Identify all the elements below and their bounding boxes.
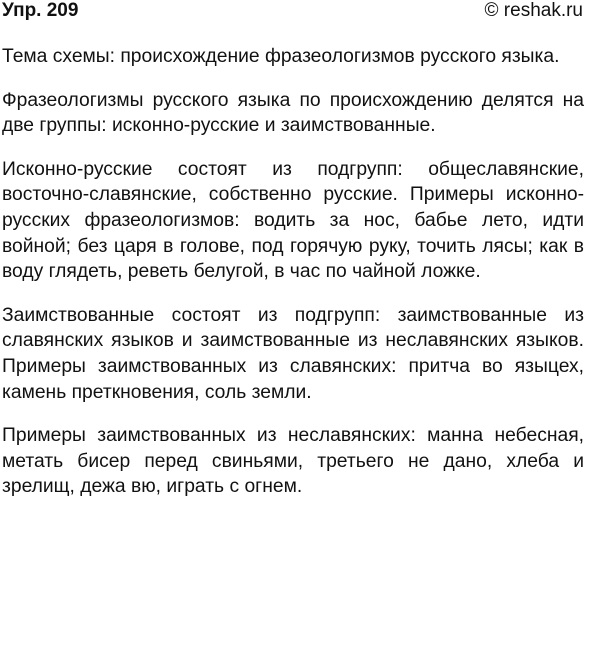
exercise-number: Упр. 209: [2, 0, 79, 21]
answer-text: [2, 44, 584, 518]
paragraph-groups: Фразеологизмы русского языка по происхождению делятся на две группы: исконно-русские и заимствованные.: [2, 89, 584, 137]
paragraph-borrowed: Заимствованные состоят из подгрупп: заимствованные из славянских языков и заимствованные из неславянских языков. Примеры заимствованных из славянских: притча во языцех, камень преткновения, соль земли.: [2, 304, 584, 403]
paragraph-topic: Тема схемы: происхождение фразеологизмов русского языка.: [2, 46, 560, 67]
source-label: © reshak.ru: [484, 0, 583, 21]
page-header: [0, 0, 589, 26]
paragraph-non-slavic: Примеры заимствованных из неславянских: манна небесная, метать бисер перед свиньями, третьего не дано, хлеба и зрелищ, дежа вю, играть с огнем.: [2, 425, 584, 498]
paragraph-native: Исконно-русские состоят из подгрупп: общеславянские, восточно-славянские, собственно русские. Примеры исконно-русских фразеологизмов: водить за нос, бабье лето, идти войной; без царя в голове, под горячую руку, точить лясы; как в воду глядеть, реветь белугой, в час по чайной ложке.: [2, 158, 584, 283]
